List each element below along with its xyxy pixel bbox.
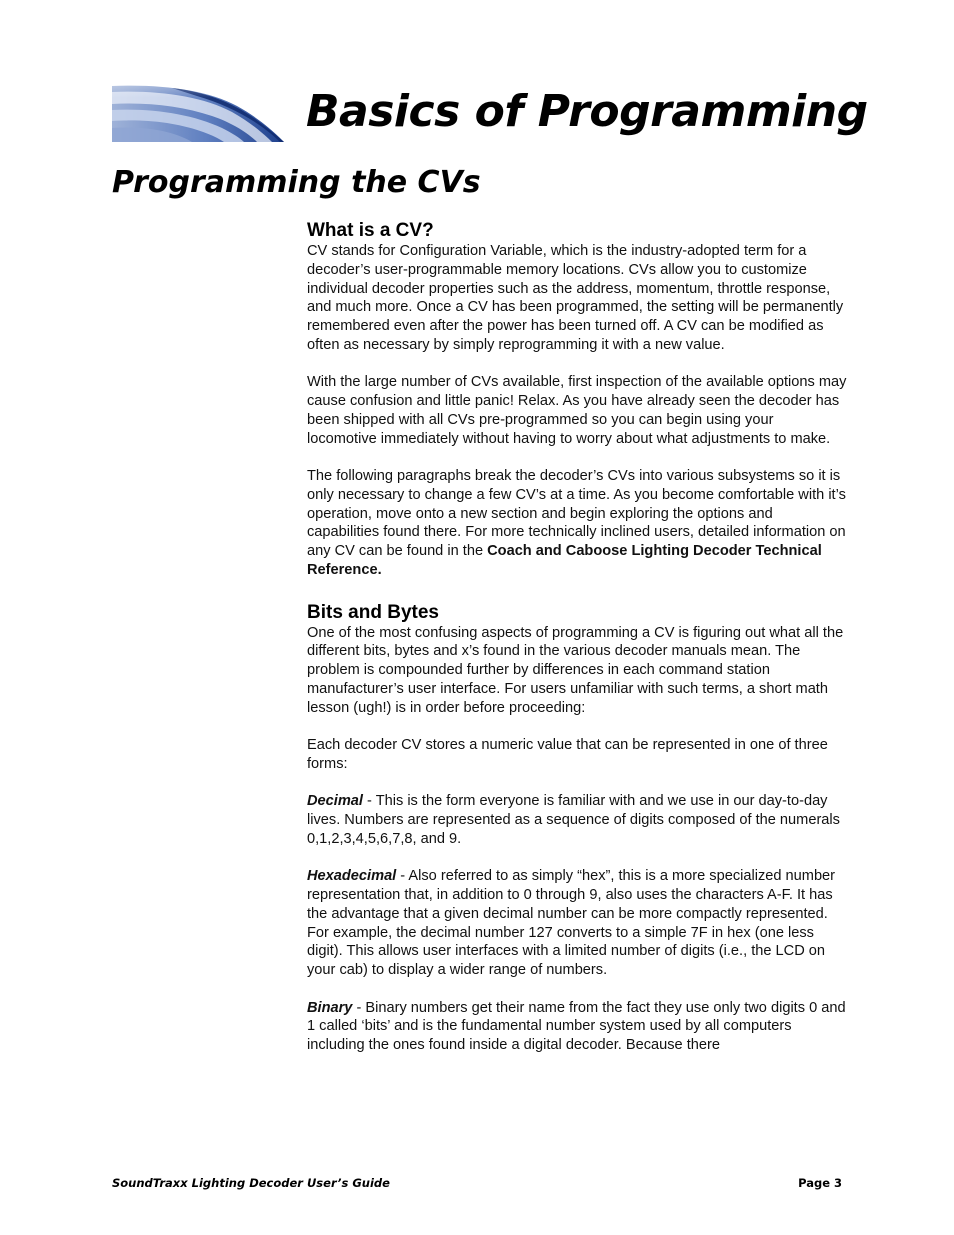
- bits-bytes-heading: Bits and Bytes: [307, 601, 439, 623]
- decimal-text: - This is the form everyone is familiar with and we use in our day-to-day lives. Numbers are represented as a sequence of digits composed of the numerals 0,1,2,3,4,5,6,7,8, and 9.: [307, 793, 840, 847]
- decimal-paragraph: [307, 792, 847, 848]
- binary-text: - Binary numbers get their name from the fact they use only two digits 0 and 1 called ‘bits’ and is the fundamental number system used by all computers including the ones found inside a digital decoder. Because there: [307, 999, 846, 1053]
- hexadecimal-text: - Also referred to as simply “hex”, this is a more specialized number representation that, in addition to 0 through 9, also uses the characters A-F. It has the advantage that a given decimal number can be more compactly represented. For example, the decimal number 127 converts to a simple 7F in hex (one less digit). This allows user interfaces with a limited number of digits (i.e., the LCD on your cab) to display a wider range of numbers.: [307, 868, 836, 978]
- chapter-title: Basics of Programming: [306, 86, 868, 137]
- what-is-cv-heading: What is a CV?: [307, 220, 434, 241]
- what-is-cv-paragraph-3: [307, 467, 847, 580]
- main-content: [307, 220, 847, 1074]
- binary-paragraph: [307, 999, 847, 1055]
- what-is-cv-paragraph-1: CV stands for Configuration Variable, which is the industry-adopted term for a decoder’s user-programmable memory locations. CVs allow you to customize individual decoder properties such as the address, momentum, throttle response, and much more. Once a CV has been programmed, the setting will be permanently remembered even after the power has been turned off. A CV can be modified as often as necessary by simply reprogramming it with a new value.: [307, 243, 844, 353]
- bits-bytes-paragraph-2: Each decoder CV stores a numeric value that can be represented in one of three forms:: [307, 737, 828, 772]
- what-is-cv-paragraph-2: With the large number of CVs available, first inspection of the available options may cause confusion and little panic! Relax. As you have already seen the decoder has been shipped with all CVs pre-programmed so you can begin using your locomotive immediately without having to worry about what adjustments to make.: [307, 374, 847, 447]
- hexadecimal-term: Hexadecimal: [307, 868, 397, 885]
- hexadecimal-paragraph: [307, 867, 847, 980]
- footer-guide-title: SoundTraxx Lighting Decoder User’s Guide: [112, 1176, 390, 1190]
- bits-bytes-paragraph-1: One of the most confusing aspects of programming a CV is figuring out what all the different bits, bytes and x’s found in the various decoder manuals mean. The problem is compounded further by differences in each command station manufacturer’s user interface. For users unfamiliar with such terms, a short math lesson (ugh!) is in order before proceeding:: [307, 624, 844, 716]
- what-is-cv-paragraph-3-text: The following paragraphs break the decoder’s CVs into various subsystems so it is only necessary to change a few CV’s at a time. As you become comfortable with it’s operation, move onto a new section and begin exploring the options and capabilities found there. For more technically inclined users, detailed information on any CV can be found in the: [307, 468, 846, 559]
- swoosh-graphic-icon: [112, 84, 284, 142]
- technical-reference-title: Coach and Caboose Lighting Decoder Technical Reference.: [307, 543, 822, 578]
- decimal-term: Decimal: [307, 793, 363, 810]
- binary-term: Binary: [307, 999, 353, 1016]
- section-title: Programming the CVs: [112, 165, 481, 200]
- footer-page-number: Page 3: [798, 1176, 842, 1190]
